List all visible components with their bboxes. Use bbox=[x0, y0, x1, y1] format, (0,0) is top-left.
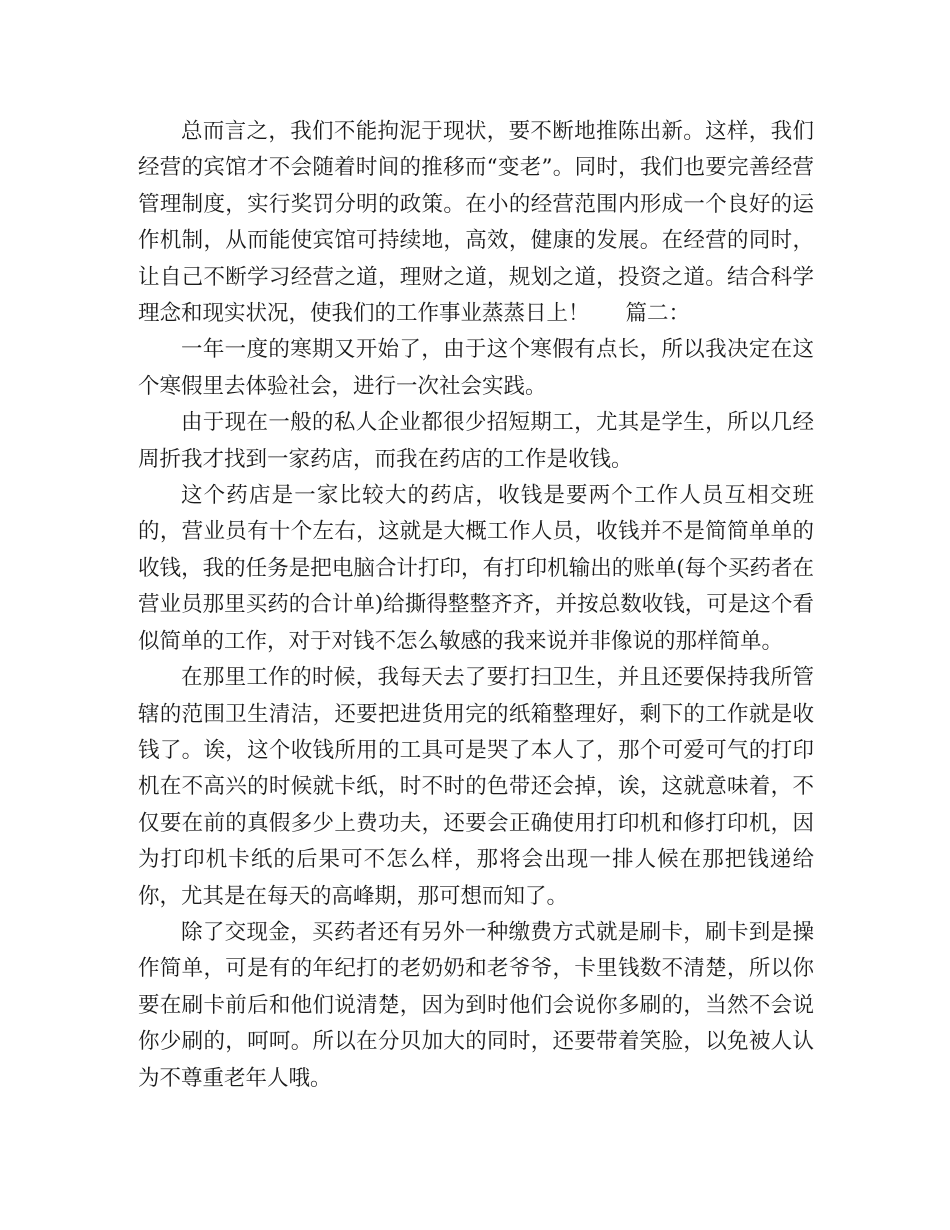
paragraph-text: 总而言之，我们不能拘泥于现状，要不断地推陈出新。这样，我们经营的宾馆才不会随着时间的推移而“变老”。同时，我们也要完善经营管理制度，实行奖罚分明的政策。在小的经营范围内形成一个良好的运作机制，从而能使宾馆可持续地，高效，健康的发展。在经营的同时，让自己不断学习经营之道，理财之道，规划之道，投资之道。结合科学理念和现实状况，使我们的工作事业蒸蒸日上！ bbox=[138, 119, 814, 327]
paragraph-card-payment: 除了交现金，买药者还有另外一种缴费方式就是刷卡，刷卡到是操作简单，可是有的年纪打的老奶奶和老爷爷，卡里钱数不清楚，所以你要在刷卡前后和他们说清楚，因为到时他们会说你多刷的，当然不会说你少刷的，呵呵。所以在分贝加大的同时，还要带着笑脸，以免被人认为不尊重老年人哦。 bbox=[138, 919, 814, 1091]
document-body bbox=[138, 114, 814, 1097]
section-heading-part-two: 篇二： bbox=[625, 301, 691, 327]
paragraph-finding-job: 由于现在一般的私人企业都很少招短期工，尤其是学生，所以几经周折我才找到一家药店，而我在药店的工作是收钱。 bbox=[138, 410, 814, 472]
paragraph-daily-work: 在那里工作的时候，我每天去了要打扫卫生，并且还要保持我所管辖的范围卫生清洁，还要把进货用完的纸箱整理好，剩下的工作就是收钱了。诶，这个收钱所用的工具可是哭了本人了，那个可爱可气的打印机在不高兴的时候就卡纸，时不时的色带还会掉，诶，这就意味着，不仅要在前的真假多少上费功夫，还要会正确使用打印机和修打印机，因为打印机卡纸的后果可不怎么样，那将会出现一排人候在那把钱递给你，尤其是在每天的高峰期，那可想而知了。 bbox=[138, 665, 814, 909]
paragraph-cashier-duties: 这个药店是一家比较大的药店，收钱是要两个工作人员互相交班的，营业员有十个左右，这就是大概工作人员，收钱并不是简简单单的收钱，我的任务是把电脑合计打印，有打印机输出的账单(每个买药者在营业员那里买药的合计单)给撕得整整齐齐，并按总数收钱，可是这个看似简单的工作，对于对钱不怎么敏感的我来说并非像说的那样简单。 bbox=[138, 483, 814, 654]
paragraph-conclusion bbox=[138, 114, 814, 332]
paragraph-winter-break: 一年一度的寒期又开始了，由于这个寒假有点长，所以我决定在这个寒假里去体验社会，进行一次社会实践。 bbox=[138, 337, 814, 399]
